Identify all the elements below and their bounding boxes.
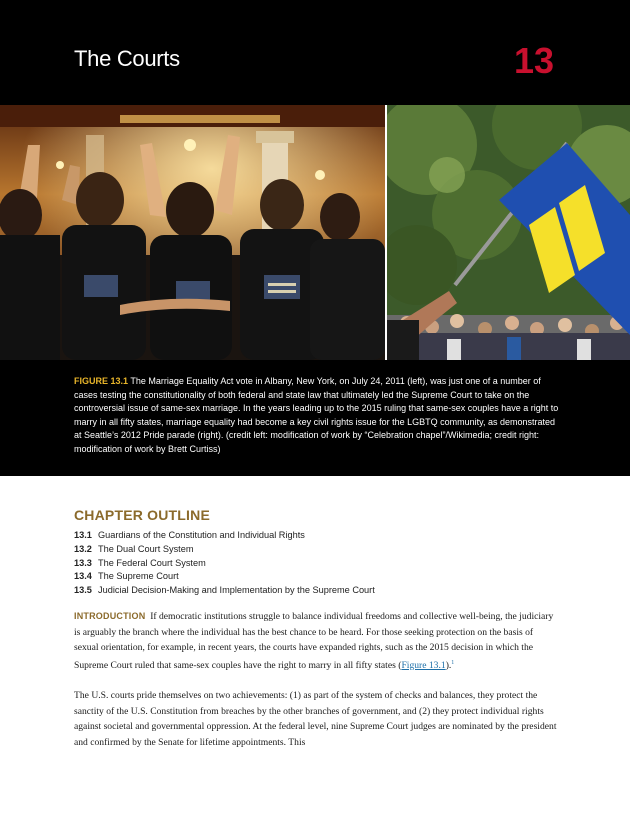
marriage-equality-vote-photo [0,105,385,360]
figure-13-1-photos [0,105,630,360]
figure-label: FIGURE 13.1 [74,376,129,386]
chapter-outline-list [74,529,375,598]
outline-item-number: 13.4 [74,571,92,582]
figure-caption-text: The Marriage Equality Act vote in Albany, New York, on July 24, 2011 (left), was just one of a number of cases testing the constitutionality of both federal and state law that ultimately led the Supreme Court to take on the controversial issue of same-sex marriage. In the years leading up to the 2015 ruling that same-sex couples have a right to marry in all fifty states, marriage equality had become a key civil rights issue for the LGBTQ community, as demonstrated at Seattle’s 2012 Pride parade (right). (credit left: modification of work by “Celebration chapel”/Wikimedia; credit right: modification of work by Brett Curtiss) [74,376,559,454]
introduction-paragraph [74,609,560,673]
outline-item[interactable] [74,529,375,543]
outline-item-number: 13.1 [74,530,92,540]
pride-parade-flag-photo [387,105,630,360]
chapter-title: The Courts [74,46,180,71]
outline-item[interactable] [74,570,375,584]
outline-item-number: 13.3 [74,557,92,568]
outline-item[interactable] [74,584,375,598]
chapter-outline-heading: CHAPTER OUTLINE [74,507,210,523]
outline-item-number: 13.5 [74,585,92,596]
outline-item[interactable] [74,557,375,571]
outline-item-label: Guardians of the Constitution and Individual Rights [98,530,305,540]
figure-caption [74,375,560,457]
figure-reference-link[interactable]: Figure 13.1 [401,659,446,671]
footnote-reference-link[interactable]: 1 [451,659,455,666]
chapter-number: 13 [513,40,554,81]
outline-item-label: The Federal Court System [98,557,206,568]
introduction-text: If democratic institutions struggle to balance individual freedoms and collective well-being, the judiciary is arguably the branch where the individual has the best chance to be heard. For those seeking protection on the basis of sexual orientation, for example, in recent years, the courts have expanded rights, such as the 2015 decision in which the Supreme Court ruled that same-sex couples have the right to marry in all fifty states ( [74,611,554,671]
introduction-label: INTRODUCTION [74,611,146,621]
figure-caption-band [0,360,630,476]
outline-item[interactable] [74,543,375,557]
introduction-text-end: ). [445,659,452,671]
outline-item-label: The Supreme Court [98,571,179,582]
outline-item-label: The Dual Court System [98,543,194,554]
chapter-header [0,0,630,105]
outline-item-number: 13.2 [74,543,92,554]
body-paragraph: The U.S. courts pride themselves on two achievements: (1) as part of the system of checks and balances, they protect the sanctity of the U.S. Constitution from breaches by the other branches of government, and (2) they protect individual rights against societal and governmental oppression. At the federal level, nine Supreme Court judges are nominated by the president and confirmed by the Senate for lifetime appointments. This [74,690,557,748]
outline-item-label: Judicial Decision-Making and Implementation by the Supreme Court [98,585,375,596]
